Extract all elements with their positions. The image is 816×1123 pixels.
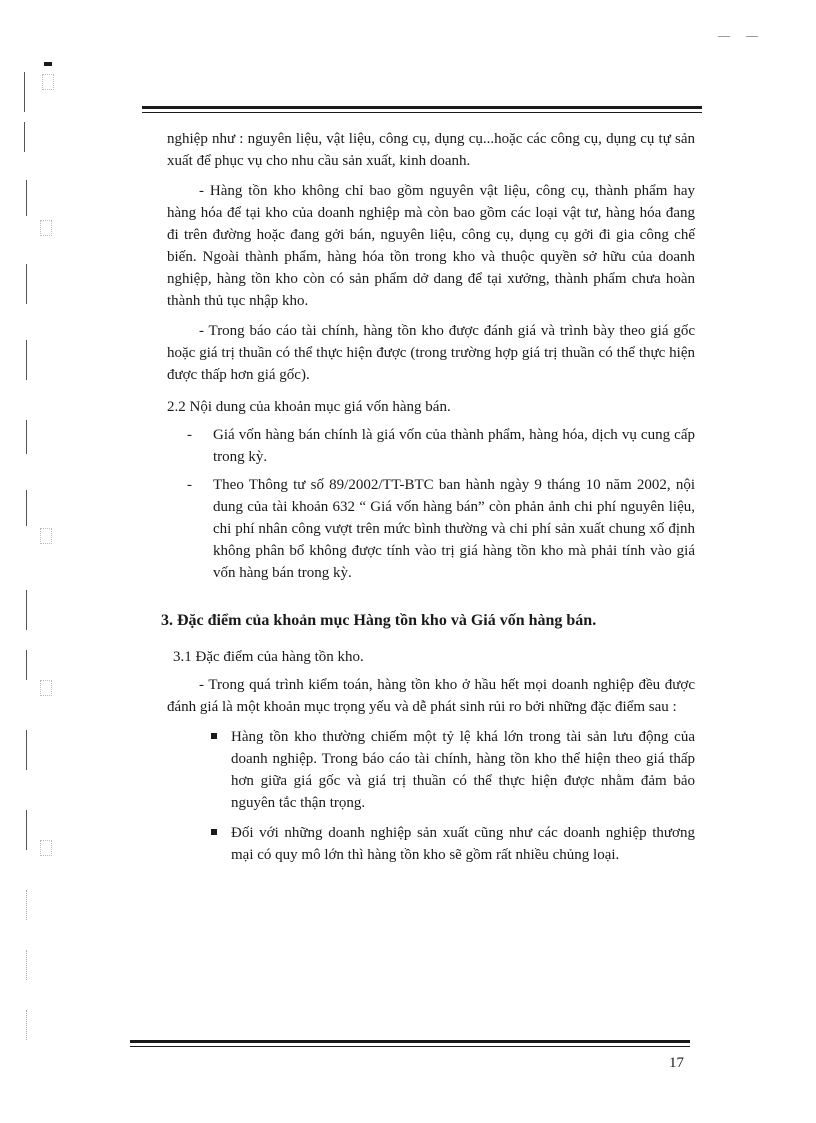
dash-marker: - — [187, 477, 192, 493]
header-rule-thick — [142, 106, 702, 109]
scan-line — [26, 180, 27, 216]
scan-line — [26, 420, 27, 454]
scan-blob — [40, 220, 52, 236]
scan-line — [26, 264, 27, 304]
scan-blob — [42, 74, 54, 90]
scan-blob — [40, 840, 52, 856]
scan-line — [26, 340, 27, 380]
scan-tab-mark — [44, 62, 52, 66]
scan-blob — [40, 528, 52, 544]
subsection-2-2-heading: 2.2 Nội dung của khoản mục giá vốn hàng bán. — [167, 399, 451, 415]
header-rule-thin — [142, 112, 702, 113]
footer-rule-thick — [130, 1040, 690, 1043]
subsection-3-1-heading: 3.1 Đặc điểm của hàng tồn kho. — [173, 649, 364, 665]
scan-corner-mark — [746, 36, 758, 37]
intro-paragraph: nghiệp như : nguyên liệu, vật liệu, công cụ, dụng cụ...hoặc các công cụ, dụng cụ tự sản xuất để phục vụ cho nhu cầu sản xuất, kinh doanh. — [167, 131, 695, 169]
scan-line — [26, 590, 27, 630]
list-item — [167, 474, 695, 584]
scan-line — [26, 730, 27, 770]
scan-line — [26, 950, 27, 980]
bullet-square-icon — [211, 829, 217, 835]
list-item — [167, 424, 695, 468]
scan-line — [26, 490, 27, 526]
scan-line — [26, 810, 27, 850]
section-3-heading: 3. Đặc điểm của khoản mục Hàng tồn kho và Giá vốn hàng bán. — [161, 612, 597, 629]
list-item-text: Hàng tồn kho thường chiếm một tỷ lệ khá lớn trong tài sản lưu động của doanh nghiệp. Trong báo cáo tài chính, hàng tồn kho thể hiện theo giá thấp hơn giữa giá gốc và giá trị thuần có thể thực hiện được nhằm đảm bảo nguyên tắc thận trọng. — [231, 729, 695, 811]
inventory-scope-paragraph: - Hàng tồn kho không chỉ bao gồm nguyên vật liệu, công cụ, thành phẩm hay hàng hóa để tại kho của doanh nghiệp mà còn bao gồm các loại vật tư, hàng hóa đang đi trên đường hoặc đang gởi bán, nguyên liệu, công cụ, dụng cụ gởi đi gia công chế biến. Ngoài thành phẩm, hàng hóa tồn trong kho và thuộc quyền sở hữu của doanh nghiệp, hàng tồn kho còn có sản phẩm dở dang để tại xưởng, thành phẩm chưa hoàn thành thủ tục nhập kho. — [167, 183, 695, 309]
subsection-3-1-bullets — [167, 726, 695, 866]
list-item — [167, 822, 695, 866]
valuation-paragraph: - Trong báo cáo tài chính, hàng tồn kho được đánh giá và trình bày theo giá gốc hoặc giá trị thuần có thể thực hiện được (trong trường hợp giá trị thuần có thể thực hiện được thấp hơn giá gốc). — [167, 323, 695, 383]
scan-corner-mark — [718, 36, 730, 37]
scan-line — [24, 122, 25, 152]
page-body — [161, 128, 695, 874]
page-number: 17 — [669, 1055, 684, 1071]
dash-marker: - — [187, 427, 192, 443]
scan-line — [26, 890, 27, 920]
scan-line — [24, 72, 25, 112]
scan-line — [26, 1010, 27, 1040]
subsection-3-1-intro: - Trong quá trình kiểm toán, hàng tồn kho ở hầu hết mọi doanh nghiệp đều được đánh giá là một khoản mục trọng yếu và dễ phát sinh rủi ro bởi những đặc điểm sau : — [167, 677, 695, 715]
footer-rule-thin — [130, 1046, 690, 1047]
list-item — [167, 726, 695, 814]
scan-blob — [40, 680, 52, 696]
margin-scan-marks — [18, 50, 58, 1080]
list-item-text: Đối với những doanh nghiệp sản xuất cũng như các doanh nghiệp thương mại có quy mô lớn thì hàng tồn kho sẽ gồm rất nhiều chủng loại. — [231, 825, 695, 863]
list-item-text: Giá vốn hàng bán chính là giá vốn của thành phẩm, hàng hóa, dịch vụ cung cấp trong kỳ. — [213, 427, 695, 465]
bullet-square-icon — [211, 733, 217, 739]
subsection-2-2-list — [167, 424, 695, 584]
scan-line — [26, 650, 27, 680]
list-item-text: Theo Thông tư số 89/2002/TT-BTC ban hành ngày 9 tháng 10 năm 2002, nội dung của tài khoản 632 “ Giá vốn hàng bán” còn phản ảnh chi phí nguyên liệu, chi phí nhân công vượt trên mức bình thường và chi phí sản xuất chung xố định không phân bổ không được tính vào trị giá hàng tồn kho mà phải tính vào giá vốn hàng bán trong kỳ. — [213, 477, 695, 581]
